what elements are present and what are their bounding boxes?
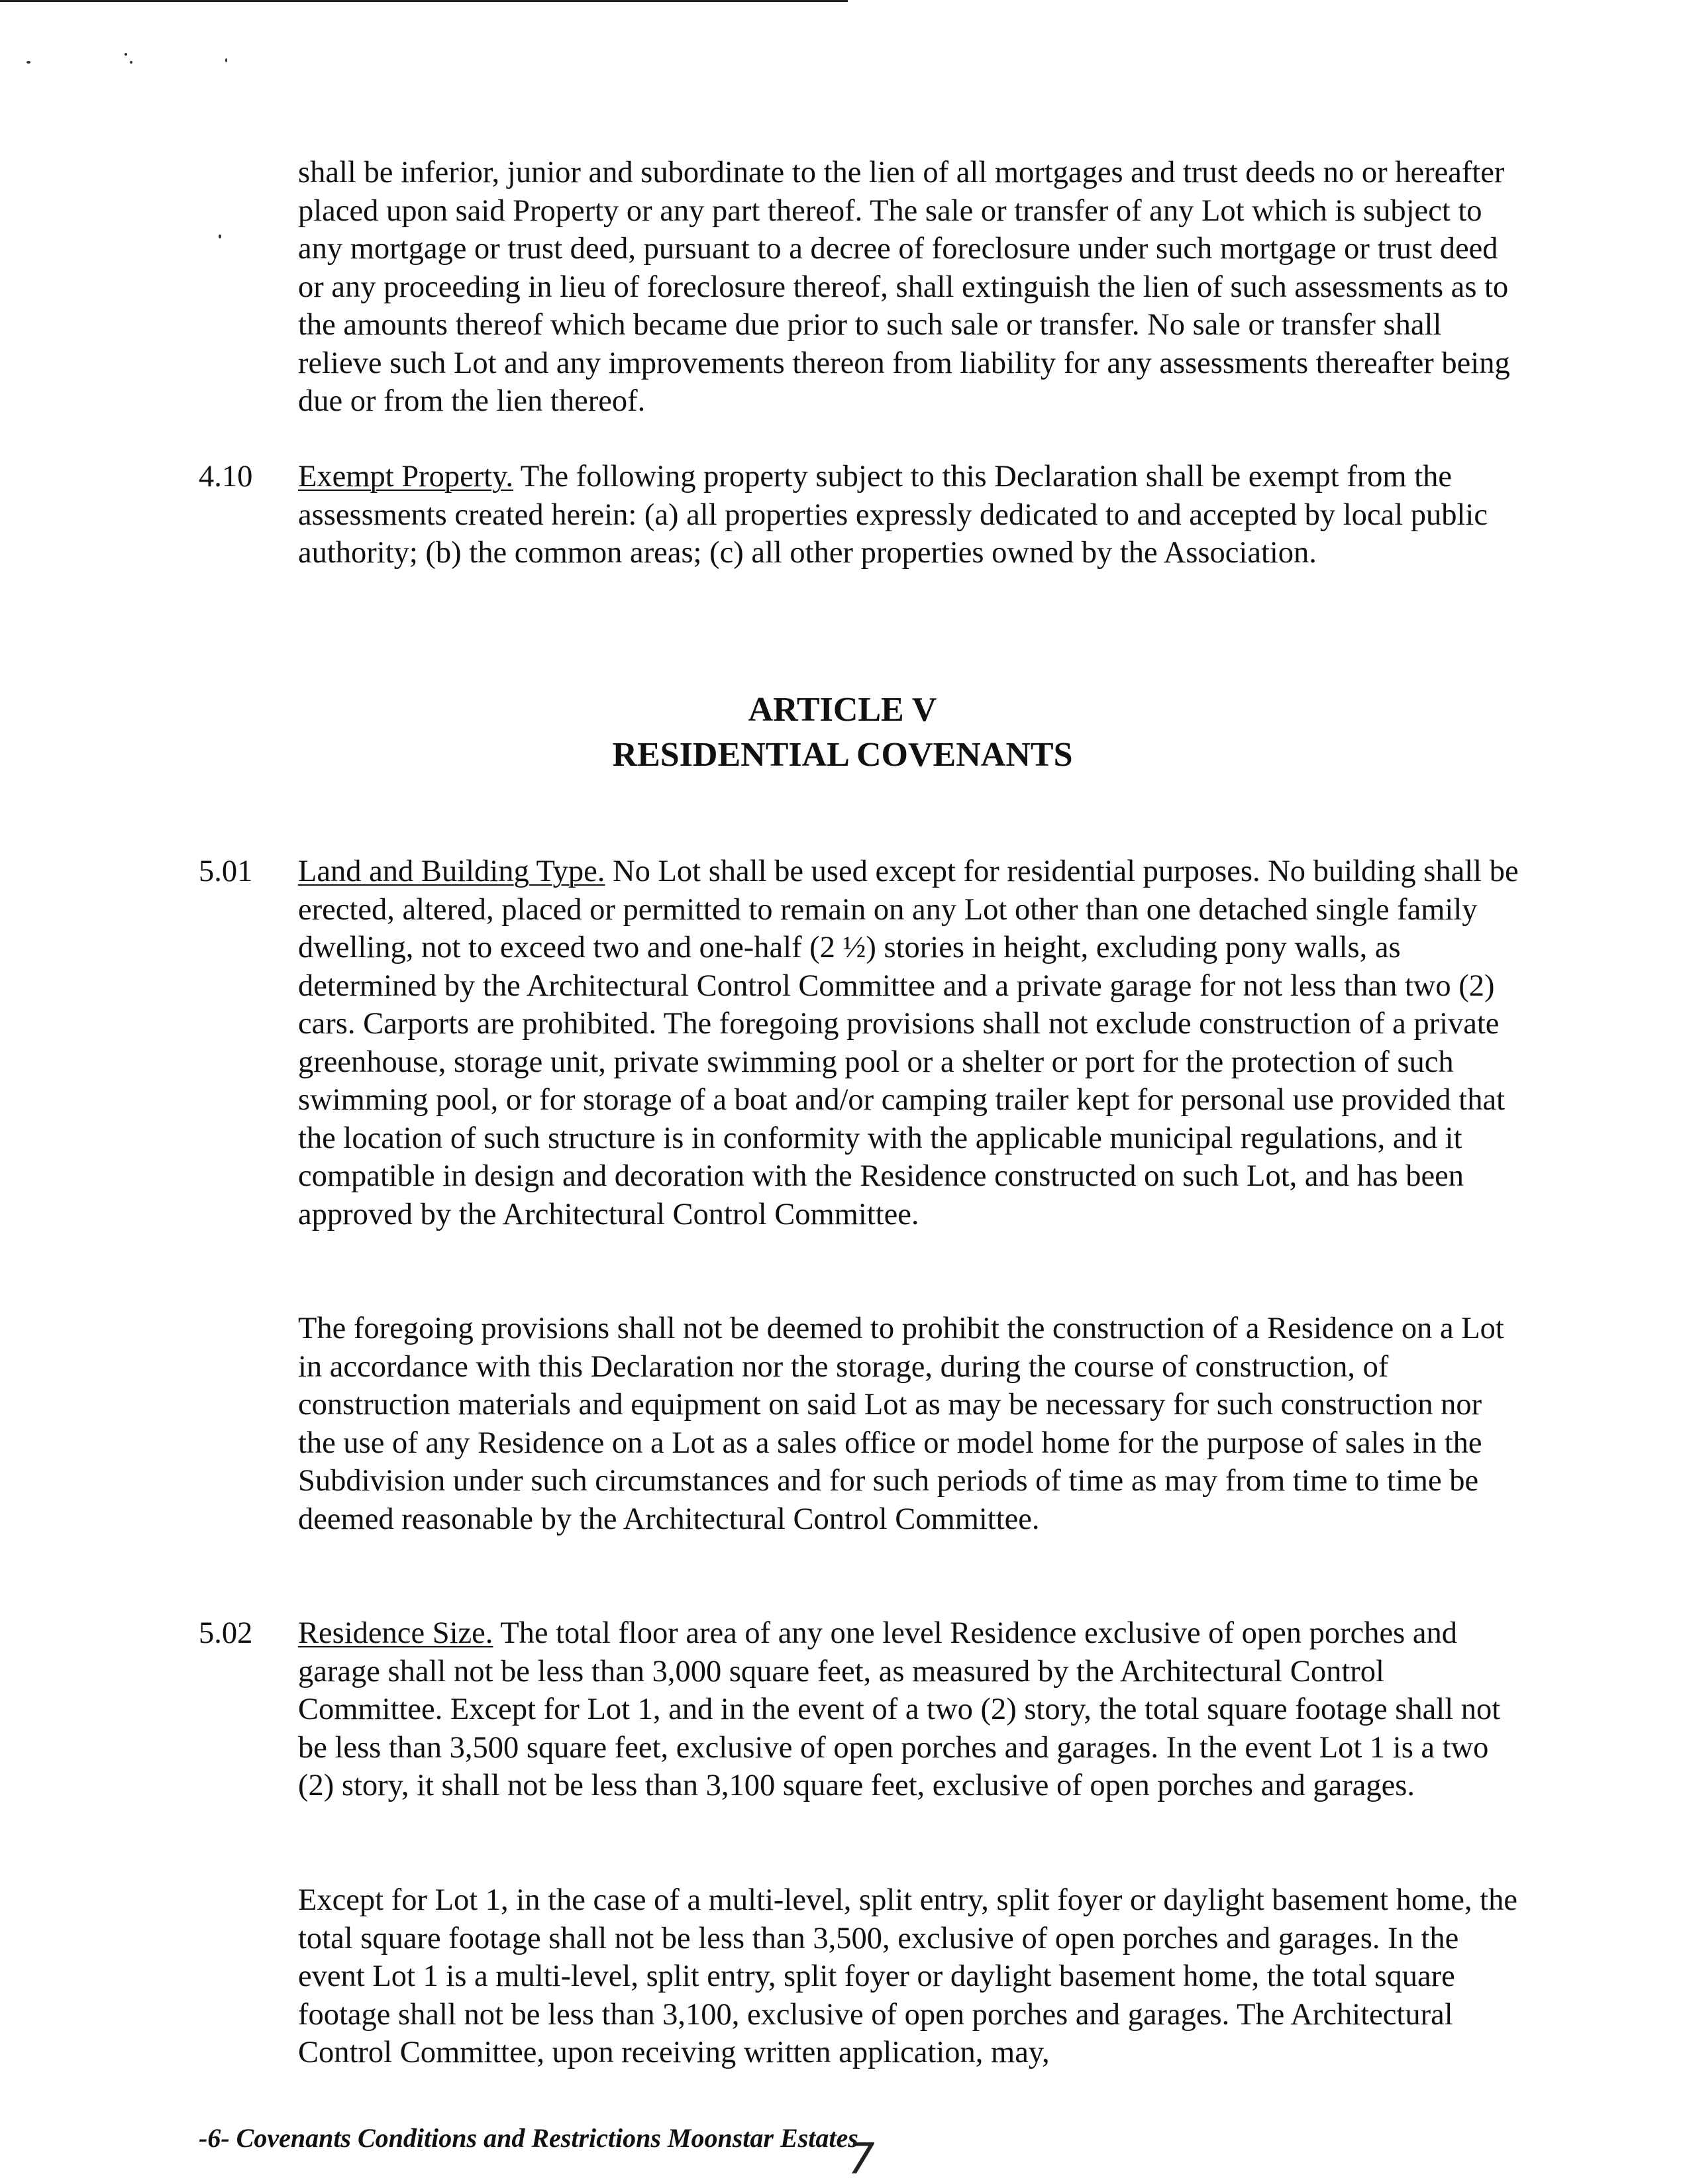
top-border-line — [0, 0, 848, 2]
article-number-heading: ARTICLE V — [748, 691, 937, 729]
scan-speck — [219, 234, 221, 238]
page-footer: -6- Covenants Conditions and Restrictions Moonstar Estates — [199, 2123, 858, 2153]
section-4-10-body: The following property subject to this Declaration shall be exempt from the assessments created herein: (a) all properties expressly dedicated to and accepted by local public authority; (b) the common areas; (c) all other properties owned by the Association. — [298, 460, 1488, 570]
section-5-02-paragraph — [298, 1614, 1523, 1805]
section-5-01-body: No Lot shall be used except for residential purposes. No building shall be erected, altered, placed or permitted to remain on any Lot other than one detached single family dwelling, not to exceed two and one-half (2 ½) stories in height, excluding pony walls, as determined by the Architectural Control Committee and a private garage for not less than two (2) cars. Carports are prohibited. The foregoing provisions shall not exclude construction of a private greenhouse, storage unit, private swimming pool or a shelter or port for the protection of such swimming pool, or for storage of a boat and/or camping trailer kept for personal use provided that the location of such structure is in conformity with the applicable municipal regulations, and it compatible in design and decoration with the Residence constructed on such Lot, and has been approved by the Architectural Control Committee. — [298, 855, 1519, 1231]
section-4-10-title: Exempt Property. — [298, 460, 514, 494]
continuation-paragraph: shall be inferior, junior and subordinate to the lien of all mortgages and trust deeds no or hereafter placed upon said Property or any part thereof. The sale or transfer of any Lot which is subject to any mortgage or trust deed, pursuant to a decree of foreclosure under such mortgage or trust deed or any proceeding in lieu of foreclosure thereof, shall extinguish the lien of such assessments as to the amounts thereof which became due prior to such sale or transfer. No sale or transfer shall relieve such Lot and any improvements thereon from liability for any assessments thereafter being due or from the lien thereof. — [298, 156, 1510, 418]
handwritten-page-number: 7 — [848, 2135, 875, 2184]
section-number-5-02: 5.02 — [199, 1616, 253, 1650]
scan-speck — [26, 61, 30, 64]
section-5-01-paragraph-2: The foregoing provisions shall not be deemed to prohibit the construction of a Residence on a Lot in accordance with this Declaration nor the storage, during the course of construction, of construction materials and equipment on said Lot as may be necessary for such construction nor the use of any Residence on a Lot as a sales office or model home for the purpose of sales in the Subdivision under such circumstances and for such periods of time as may from time to time be deemed reasonable by the Architectural Control Committee. — [298, 1312, 1504, 1536]
section-5-01-title: Land and Building Type. — [298, 855, 605, 888]
scan-speck — [130, 61, 132, 64]
section-5-01-paragraph — [298, 853, 1523, 1233]
section-5-02-body: The total floor area of any one level Residence exclusive of open porches and garage shall not be less than 3,000 square feet, as measured by the Architectural Control Committee. Except for Lot 1, and in the event of a two (2) story, the total square footage shall not be less than 3,500 square feet, exclusive of open porches and garages. In the event Lot 1 is a two (2) story, it shall not be less than 3,100 square feet, exclusive of open porches and garages. — [298, 1616, 1501, 1802]
scan-speck — [225, 58, 227, 62]
scan-speck — [125, 53, 127, 56]
section-number-5-01: 5.01 — [199, 855, 253, 888]
section-4-10-paragraph — [298, 458, 1523, 572]
section-5-02-paragraph-2: Except for Lot 1, in the case of a multi-level, split entry, split foyer or daylight basement home, the total square footage shall not be less than 3,500, exclusive of open porches and garages. In the event Lot 1 is a multi-level, split entry, split foyer or daylight basement home, the total square footage shall not be less than 3,100, exclusive of open porches and garages. The Architectural Control Committee, upon receiving written application, may, — [298, 1883, 1517, 2069]
section-5-02-title: Residence Size. — [298, 1616, 493, 1650]
article-title-heading: RESIDENTIAL COVENANTS — [612, 736, 1073, 774]
section-number-4-10: 4.10 — [199, 460, 253, 494]
